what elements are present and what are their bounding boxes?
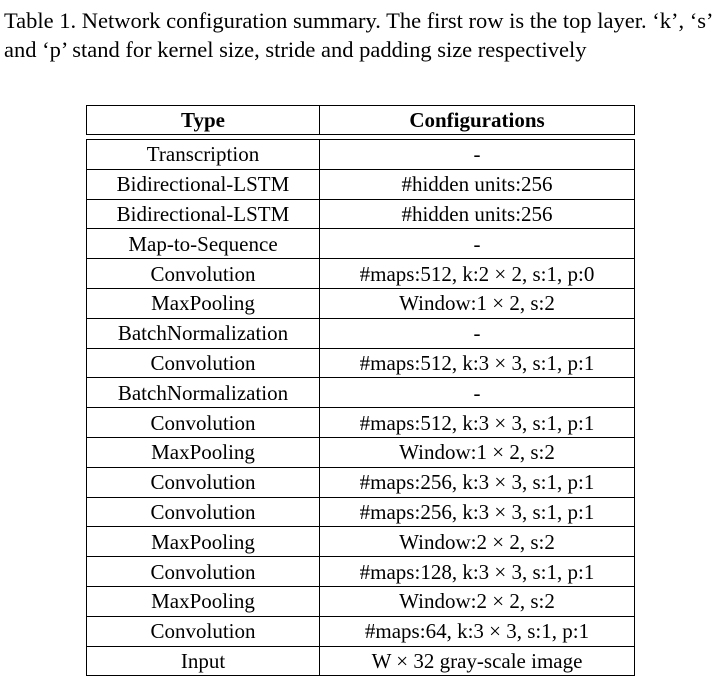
layer-configuration-cell: #maps:256, k:3 × 3, s:1, p:1: [320, 467, 635, 497]
table-row: [87, 467, 635, 497]
layer-type-cell: MaxPooling: [87, 288, 320, 318]
layer-configuration-cell: #maps:256, k:3 × 3, s:1, p:1: [320, 497, 635, 527]
table-row: [87, 616, 635, 646]
table-row: [87, 378, 635, 408]
table-row: [87, 646, 635, 676]
layer-configuration-cell: #maps:512, k:3 × 3, s:1, p:1: [320, 348, 635, 378]
table-row: [87, 437, 635, 467]
layer-type-cell: Map-to-Sequence: [87, 229, 320, 259]
table-row: [87, 527, 635, 557]
table-row: [87, 348, 635, 378]
layer-configuration-cell: Window:2 × 2, s:2: [320, 527, 635, 557]
layer-type-cell: Transcription: [87, 140, 320, 170]
layer-configuration-cell: Window:2 × 2, s:2: [320, 586, 635, 616]
layer-configuration-cell: #maps:128, k:3 × 3, s:1, p:1: [320, 557, 635, 587]
layer-type-cell: MaxPooling: [87, 527, 320, 557]
table-row: [87, 140, 635, 170]
table-row: [87, 497, 635, 527]
network-config-table: [86, 105, 635, 676]
layer-configuration-cell: -: [320, 318, 635, 348]
layer-type-cell: Convolution: [87, 616, 320, 646]
table-row: [87, 229, 635, 259]
column-header-type: Type: [87, 106, 320, 135]
table-row: [87, 318, 635, 348]
layer-configuration-cell: #maps:64, k:3 × 3, s:1, p:1: [320, 616, 635, 646]
layer-type-cell: BatchNormalization: [87, 318, 320, 348]
layer-type-cell: MaxPooling: [87, 586, 320, 616]
table-row: [87, 199, 635, 229]
layer-type-cell: BatchNormalization: [87, 378, 320, 408]
layer-type-cell: MaxPooling: [87, 437, 320, 467]
table-caption: Table 1. Network configuration summary. The first row is the top layer. ‘k’, ‘s’ and ‘p’ stand for kernel size, stride and padding size respectively: [4, 8, 718, 62]
layer-type-cell: Convolution: [87, 467, 320, 497]
table-row: [87, 288, 635, 318]
layer-type-cell: Input: [87, 646, 320, 676]
layer-configuration-cell: -: [320, 140, 635, 170]
layer-configuration-cell: -: [320, 229, 635, 259]
table-row: [87, 169, 635, 199]
layer-type-cell: Convolution: [87, 259, 320, 289]
layer-configuration-cell: -: [320, 378, 635, 408]
layer-configuration-cell: Window:1 × 2, s:2: [320, 288, 635, 318]
table-row: [87, 259, 635, 289]
layer-configuration-cell: #hidden units:256: [320, 199, 635, 229]
table-row: [87, 586, 635, 616]
layer-type-cell: Convolution: [87, 348, 320, 378]
layer-configuration-cell: #hidden units:256: [320, 169, 635, 199]
table-row: [87, 557, 635, 587]
layer-configuration-cell: #maps:512, k:3 × 3, s:1, p:1: [320, 408, 635, 438]
layer-type-cell: Convolution: [87, 408, 320, 438]
layer-configuration-cell: W × 32 gray-scale image: [320, 646, 635, 676]
layer-configuration-cell: Window:1 × 2, s:2: [320, 437, 635, 467]
table-header-row: [87, 106, 635, 135]
table-body: [87, 140, 635, 676]
layer-configuration-cell: #maps:512, k:2 × 2, s:1, p:0: [320, 259, 635, 289]
layer-type-cell: Convolution: [87, 557, 320, 587]
table-row: [87, 408, 635, 438]
column-header-configurations: Configurations: [320, 106, 635, 135]
layer-type-cell: Convolution: [87, 497, 320, 527]
layer-type-cell: Bidirectional-LSTM: [87, 169, 320, 199]
layer-type-cell: Bidirectional-LSTM: [87, 199, 320, 229]
